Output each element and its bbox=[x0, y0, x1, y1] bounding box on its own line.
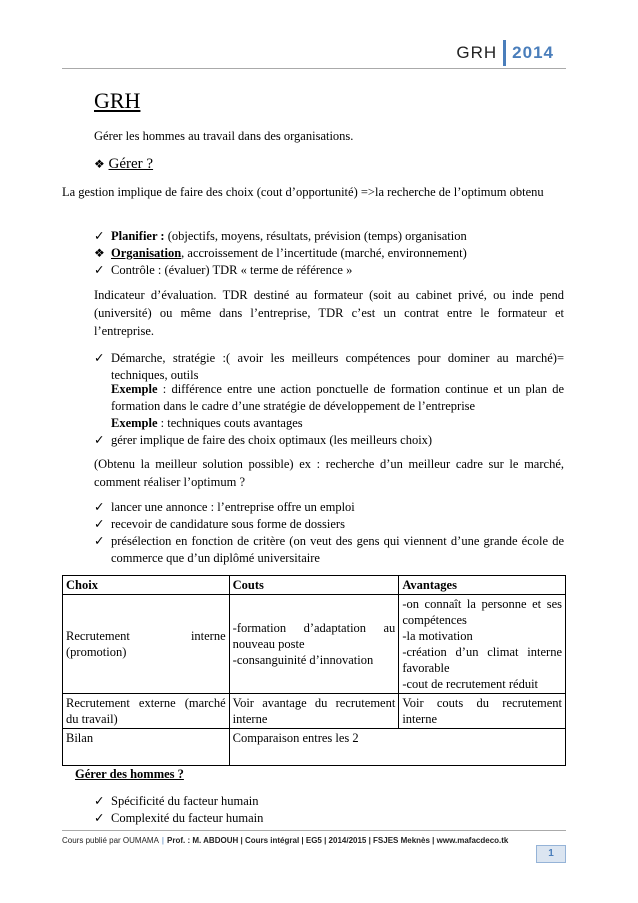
header-title: GRH bbox=[456, 43, 498, 62]
check-icon: ✓ bbox=[94, 263, 105, 277]
recruitment-table bbox=[62, 575, 566, 766]
page-footer bbox=[62, 836, 566, 845]
table-row bbox=[63, 595, 566, 694]
footer-separator: | bbox=[161, 836, 164, 845]
list-item bbox=[94, 810, 564, 827]
example-label: Exemple bbox=[111, 416, 158, 430]
list-item bbox=[94, 432, 564, 449]
gestion-paragraph: La gestion implique de faire des choix (cout d’opportunité) =>la recherche de l’optimum obtenu bbox=[62, 185, 544, 199]
example-text: : techniques couts avantages bbox=[157, 416, 303, 430]
check-icon: ✓ bbox=[94, 794, 105, 808]
table-row bbox=[63, 729, 566, 766]
check-icon: ✓ bbox=[94, 351, 105, 365]
check-icon: ✓ bbox=[94, 811, 105, 825]
page-number: 1 bbox=[536, 845, 566, 863]
list-item-text: Spécificité du facteur humain bbox=[111, 794, 259, 808]
list-item-text: , accroissement de l’incertitude (marché, environnement) bbox=[181, 246, 467, 260]
list-item bbox=[94, 793, 564, 810]
list-item-text: recevoir de candidature sous forme de dossiers bbox=[111, 517, 345, 531]
footer-details: Prof. : M. ABDOUH | Cours intégral | EG5 | 2014/2015 | FSJES Meknès | www.mafacdeco.tk bbox=[167, 836, 509, 845]
list-item bbox=[94, 262, 564, 279]
example-1 bbox=[111, 381, 564, 415]
list-item-bold: Planifier : bbox=[111, 229, 165, 243]
table-cell bbox=[399, 595, 566, 694]
example-2 bbox=[111, 415, 564, 432]
example-label: Exemple bbox=[111, 382, 158, 396]
list-item-text: présélection en fonction de critère (on veut des gens qui viennent d’une grande école de commerce que d’un diplômé universitaire bbox=[111, 534, 564, 565]
gerer-heading-text: Gérer ? bbox=[108, 156, 154, 172]
table-cell bbox=[229, 595, 399, 694]
list-item-text: Complexité du facteur humain bbox=[111, 811, 264, 825]
header-rule bbox=[62, 68, 566, 69]
list-item bbox=[94, 245, 564, 262]
footer-rule bbox=[62, 830, 566, 831]
check-icon: ✓ bbox=[94, 500, 105, 514]
list-item-text: Contrôle : (évaluer) TDR « terme de référence » bbox=[111, 263, 353, 277]
diamond-bullet-icon: ❖ bbox=[94, 246, 105, 260]
table-header-cell: Couts bbox=[229, 576, 399, 595]
table-row bbox=[63, 694, 566, 729]
cell-line: -la motivation bbox=[402, 629, 473, 643]
cell-line: -cout de recrutement réduit bbox=[402, 677, 539, 691]
table-cell: Voir avantage du recrutement interne bbox=[229, 694, 399, 729]
gerer-hommes-heading: Gérer des hommes ? bbox=[75, 767, 184, 781]
table-cell: Bilan bbox=[63, 729, 230, 766]
gerer-text: gérer implique de faire des choix optimaux (les meilleurs choix) bbox=[111, 433, 433, 447]
check-icon: ✓ bbox=[94, 433, 105, 447]
list-item bbox=[94, 499, 564, 516]
cell-line: -on connaît la personne et ses compétences bbox=[402, 597, 562, 627]
table-header-row bbox=[63, 576, 566, 595]
list-item bbox=[94, 228, 564, 245]
cell-line: -création d’un climat interne favorable bbox=[402, 645, 562, 675]
diamond-bullet-icon: ❖ bbox=[94, 157, 105, 171]
cell-line: -consanguinité d’innovation bbox=[232, 653, 374, 667]
list-item-text: lancer une annonce : l’entreprise offre un emploi bbox=[111, 500, 355, 514]
gerer-heading bbox=[94, 155, 153, 173]
table-header-cell: Avantages bbox=[399, 576, 566, 595]
demarche-text: Démarche, stratégie :( avoir les meilleurs compétences pour dominer au marché)= techniques, outils bbox=[111, 351, 564, 382]
page-title: GRH bbox=[94, 88, 141, 113]
page-header bbox=[456, 40, 554, 66]
list-item bbox=[94, 516, 564, 533]
table-cell: Voir couts du recrutement interne bbox=[399, 694, 566, 729]
obtenu-paragraph: (Obtenu la meilleur solution possible) ex : recherche d’un meilleur cadre sur le marché, comment réaliser l’optimum ? bbox=[94, 457, 564, 489]
check-icon: ✓ bbox=[94, 534, 105, 548]
intro-text: Gérer les hommes au travail dans des organisations. bbox=[94, 129, 354, 143]
table-cell: Recrutement interne (promotion) bbox=[63, 595, 230, 694]
check-icon: ✓ bbox=[94, 229, 105, 243]
list-item-bold: Organisation bbox=[111, 246, 182, 260]
list-item bbox=[94, 350, 564, 384]
check-icon: ✓ bbox=[94, 517, 105, 531]
table-cell: Recrutement externe (marché du travail) bbox=[63, 694, 230, 729]
header-separator bbox=[503, 40, 506, 66]
table-cell: Comparaison entres les 2 bbox=[229, 729, 565, 766]
header-year: 2014 bbox=[512, 43, 554, 62]
cell-line: -formation d’adaptation au nouveau poste bbox=[232, 621, 396, 651]
footer-author: Cours publié par OUMAMA bbox=[62, 836, 159, 845]
list-item-text: (objectifs, moyens, résultats, prévision (temps) organisation bbox=[164, 229, 467, 243]
indicateur-paragraph: Indicateur d’évaluation. TDR destiné au formateur (soit au cabinet privé, ou inde pend (université) ou même dans l’entreprise, TDR c’est un contrat entre le formateur et l’entreprise. bbox=[94, 288, 564, 338]
table-header-cell: Choix bbox=[63, 576, 230, 595]
example-text: : différence entre une action ponctuelle de formation continue et un plan de formation dans le cadre d’une stratégie de développement de l’entreprise bbox=[111, 382, 564, 413]
list-item bbox=[94, 533, 564, 567]
